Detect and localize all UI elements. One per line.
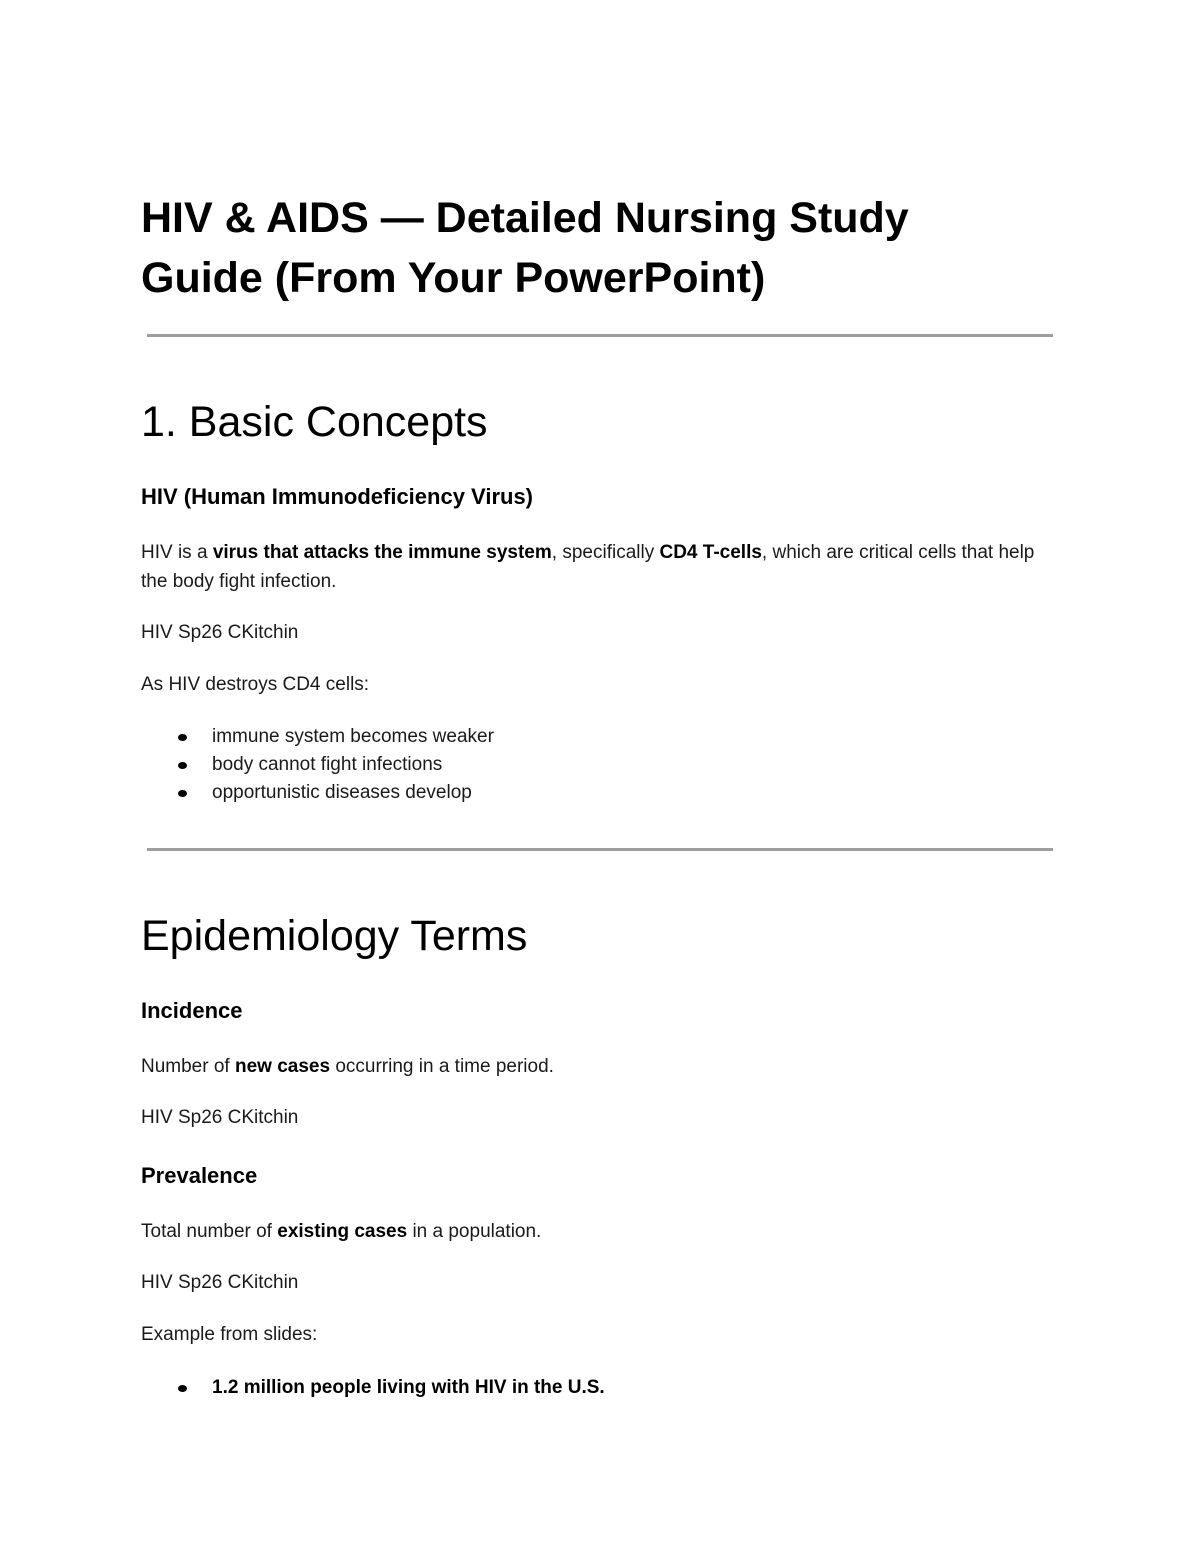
citation-text: HIV Sp26 CKitchin bbox=[141, 1272, 299, 1293]
bullet-icon bbox=[178, 1385, 187, 1392]
subheading-prevalence: Prevalence bbox=[141, 1163, 258, 1188]
incidence-paragraph bbox=[141, 1052, 1041, 1081]
citation-text: HIV Sp26 CKitchin bbox=[141, 1107, 299, 1128]
subheading-hiv-definition: HIV (Human Immunodeficiency Virus) bbox=[141, 484, 534, 509]
document-title: HIV & AIDS — Detailed Nursing Study Guide (From Your PowerPoint) bbox=[141, 194, 909, 302]
bullet-icon bbox=[178, 734, 187, 741]
list-item-text: 1.2 million people living with HIV in the U.S. bbox=[212, 1377, 605, 1398]
horizontal-divider bbox=[147, 334, 1053, 337]
hiv-definition-paragraph bbox=[141, 538, 1041, 596]
list-item-text: immune system becomes weaker bbox=[212, 726, 494, 747]
section-heading-epidemiology: Epidemiology Terms bbox=[141, 912, 528, 960]
prevalence-paragraph bbox=[141, 1217, 1041, 1246]
list-item-text: body cannot fight infections bbox=[212, 754, 443, 775]
list-item-text: opportunistic diseases develop bbox=[212, 782, 472, 803]
bold-run: CD4 T-cells bbox=[659, 542, 762, 563]
bullet-icon bbox=[178, 790, 187, 797]
citation-text: HIV Sp26 CKitchin bbox=[141, 622, 299, 643]
text-run: Total number of bbox=[141, 1221, 278, 1242]
text-run: Number of bbox=[141, 1056, 235, 1077]
bullet-icon bbox=[178, 762, 187, 769]
subheading-incidence: Incidence bbox=[141, 998, 243, 1023]
lead-text: As HIV destroys CD4 cells: bbox=[141, 674, 370, 695]
bold-run: existing cases bbox=[277, 1221, 408, 1242]
text-run: , which are critical cells that help the body fight infection. bbox=[141, 542, 1035, 592]
text-run: occurring in a time period. bbox=[330, 1056, 554, 1077]
bold-run: virus that attacks the immune system bbox=[212, 542, 552, 563]
section-heading-basic-concepts: 1. Basic Concepts bbox=[141, 398, 488, 446]
text-run: in a population. bbox=[407, 1221, 542, 1242]
horizontal-divider bbox=[147, 848, 1053, 851]
text-run: , specifically bbox=[551, 542, 660, 563]
bold-run: new cases bbox=[234, 1056, 331, 1077]
text-run: HIV is a bbox=[141, 542, 213, 563]
example-lead-text: Example from slides: bbox=[141, 1324, 318, 1345]
